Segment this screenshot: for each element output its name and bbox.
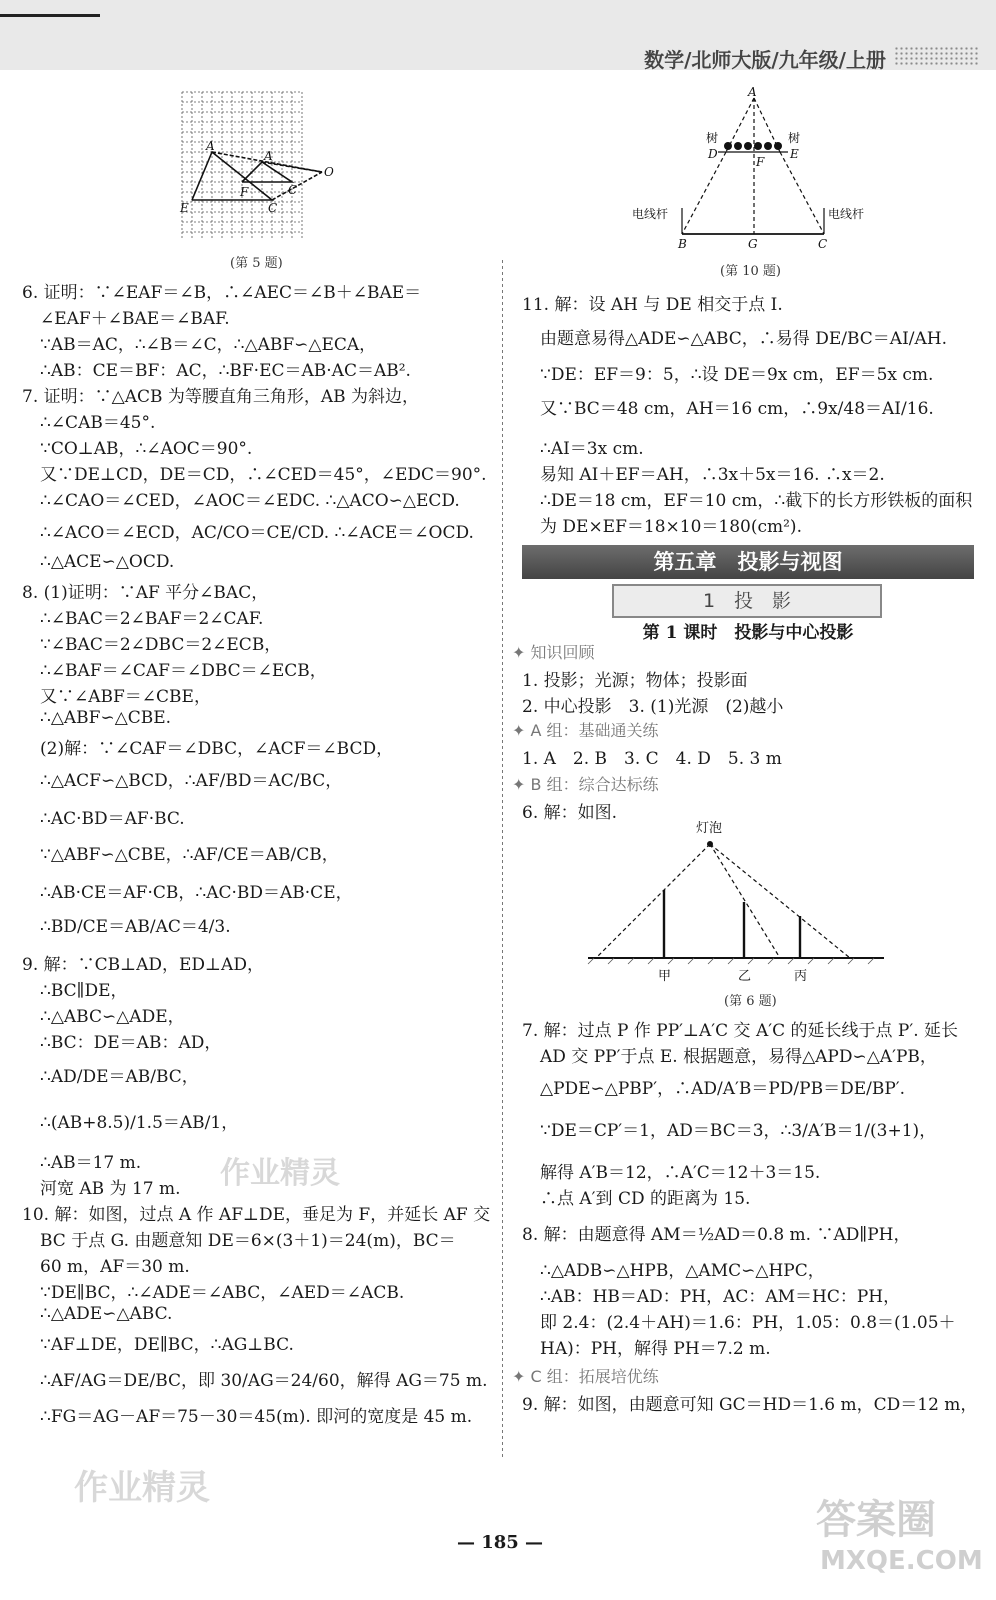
text-line: ∵CO⊥AB，∴∠AOC＝90°. [40, 439, 253, 459]
text-line: ∠EAF＋∠BAE＝∠BAF. [40, 309, 230, 329]
text-line: ∴△ADE∽△ABC. [40, 1304, 173, 1324]
text-line: ∴BD/CE＝AB/AC＝4/3. [40, 917, 231, 937]
fig10-label: G [748, 237, 758, 251]
text-line: 1. 投影；光源；物体；投影面 [522, 671, 748, 691]
figure-6-caption: (第 6 题) [724, 994, 777, 1009]
text-line: ∴AB：HB＝AD：PH，AC：AM＝HC：PH， [540, 1287, 901, 1307]
text-line: ∴△ADB∽△HPB，△AMC∽△HPC， [540, 1261, 825, 1281]
text-line: ∴点 A′到 CD 的距离为 15. [540, 1189, 751, 1209]
fig10-label: 树 [706, 131, 719, 145]
text-line: 1. A 2. B 3. C 4. D 5. 3 m [522, 749, 782, 769]
watermark: 答案圈 [816, 1497, 936, 1543]
text-line: 7. 证明：∵△ACB 为等腰直角三角形，AB 为斜边， [22, 387, 420, 407]
fig5-label: E [180, 201, 189, 215]
fig5-label: C [288, 183, 298, 197]
fig6-label: 丙 [794, 969, 808, 984]
text-line: 6. 证明：∵∠EAF＝∠B，∴∠AEC＝∠B＋∠BAE＝ [22, 283, 422, 303]
fig5-label: A [206, 139, 215, 153]
tag-group-a: ✦ A 组：基础通关练 [512, 721, 659, 740]
text-line: ∵AB＝AC，∴∠B＝∠C，∴△ABF∽△ECA， [40, 335, 377, 355]
text-line: ∴△ABC∽△ADE， [40, 1007, 185, 1027]
text-line: 8. (1)证明：∵AF 平分∠BAC， [22, 583, 269, 603]
text-line: 由题意易得△ADE∽△ABC，∴易得 DE/BC＝AI/AH. [540, 329, 948, 349]
figure-10-caption: (第 10 题) [720, 264, 781, 279]
lesson-title: 第 1 课时 投影与中心投影 [642, 623, 854, 643]
text-line: ∴∠CAB＝45°. [40, 413, 156, 433]
text-line: ∴△ACF∽△BCD，∴AF/BD＝AC/BC， [40, 771, 343, 791]
text-line: 又∵DE⊥CD，DE＝CD，∴∠CED＝45°，∠EDC＝90°. [40, 465, 487, 485]
figure-5-grid [176, 88, 338, 248]
figure-6-diagram [584, 818, 888, 986]
text-line: ∴AI＝3x cm. [540, 439, 644, 459]
text-line: 60 m，AF＝30 m. [40, 1257, 190, 1277]
text-line: 6. 解：如图. [522, 803, 618, 823]
fig10-label: F [756, 155, 765, 169]
fig5-label: O [324, 165, 334, 179]
fig6-label: 甲 [658, 969, 672, 984]
fig6-label: 灯泡 [696, 821, 723, 836]
text-line: 2. 中心投影 3. (1)光源 (2)越小 [522, 697, 784, 717]
text-line: 7. 解：过点 P 作 PP′⊥A′C 交 A′C 的延长线于点 P′. 延长 [522, 1021, 959, 1041]
text-line: ∴△ABF∽△CBE. [40, 708, 172, 728]
tag-label: A 组：基础通关练 [530, 721, 659, 740]
text-line: 为 DE×EF＝18×10＝180(cm²). [540, 517, 802, 537]
page-number: — 185 — [456, 1532, 544, 1553]
fig10-label: C [818, 237, 828, 251]
text-line: ∴∠BAC＝2∠BAF＝2∠CAF. [40, 609, 264, 629]
text-line: AD 交 PP′于点 E. 根据题意，易得△APD∽△A′PB， [540, 1047, 937, 1067]
text-line: ∵DE＝CP′＝1，AD＝BC＝3，∴3/A′B＝1/(3+1)， [540, 1121, 937, 1141]
section-title: 1 投 影 [612, 584, 882, 618]
text-line: (2)解：∵∠CAF＝∠DBC，∠ACF＝∠BCD， [40, 739, 394, 759]
watermark: 作业精灵 [220, 1156, 340, 1191]
figure-10-diagram [628, 85, 865, 258]
text-line: ∵AF⊥DE，DE∥BC，∴AG⊥BC. [40, 1335, 294, 1355]
text-line: △PDE∽△PBP′，∴AD/A′B＝PD/PB＝DE/BP′. [540, 1079, 906, 1099]
text-line: ∵DE∥BC，∴∠ADE＝∠ABC，∠AED＝∠ACB. [40, 1283, 405, 1303]
text-line: ∴(AB+8.5)/1.5＝AB/1， [40, 1113, 239, 1133]
text-line: ∴∠CAO＝∠CED，∠AOC＝∠EDC. ∴△ACO∽△ECD. [40, 491, 460, 511]
text-line: ∴AD/DE＝AB/BC， [40, 1067, 199, 1087]
text-line: ∴AB：CE＝BF：AC，∴BF·EC＝AB·AC＝AB². [40, 361, 411, 381]
figure-5-caption: (第 5 题) [230, 256, 283, 271]
text-line: ∴AC·BD＝AF·BC. [40, 809, 185, 829]
tag-group-b: ✦ B 组：综合达标练 [512, 775, 659, 794]
fig10-label: D [708, 147, 718, 161]
header-dot-pattern [894, 46, 980, 66]
text-line: ∴∠ACO＝∠ECD，AC/CO＝CE/CD. ∴∠ACE＝∠OCD. [40, 523, 474, 543]
tag-label: 知识回顾 [530, 643, 595, 662]
fig10-label: 树 [788, 131, 801, 145]
fig10-label: A [748, 85, 757, 99]
watermark: MXQE.COM [820, 1546, 983, 1576]
text-line: ∴FG＝AG－AF＝75－30＝45(m). 即河的宽度是 45 m. [40, 1407, 473, 1427]
fig5-label: F [240, 185, 249, 199]
text-line: 易知 AI＋EF＝AH，∴3x＋5x＝16. ∴x＝2. [540, 465, 885, 485]
fig10-label: 电线杆 [828, 207, 865, 221]
text-line: ∴∠BAF＝∠CAF＝∠DBC＝∠ECB， [40, 661, 327, 681]
text-line: ∴AB＝17 m. [40, 1153, 142, 1173]
text-line: ∴BC∥DE， [40, 981, 128, 1001]
tag-group-c: ✦ C 组：拓展培优练 [512, 1367, 659, 1386]
text-line: 又∵∠ABF＝∠CBE， [40, 687, 211, 707]
header-title: 数学/北师大版/九年级/上册 [644, 48, 886, 72]
text-line: 10. 解：如图，过点 A 作 AF⊥DE，垂足为 F，并延长 AF 交 [22, 1205, 491, 1225]
text-line: ∴AF/AG＝DE/BC，即 30/AG＝24/60，解得 AG＝75 m. [40, 1371, 488, 1391]
column-divider [502, 260, 503, 1460]
fig5-label: A [264, 149, 273, 163]
text-line: ∵∠BAC＝2∠DBC＝2∠ECB， [40, 635, 282, 655]
text-line: ∴DE＝18 cm，EF＝10 cm，∴截下的长方形铁板的面积 [540, 491, 973, 511]
text-line: 9. 解：∵CB⊥AD，ED⊥AD， [22, 955, 264, 975]
text-line: 11. 解：设 AH 与 DE 相交于点 I. [522, 295, 783, 315]
tag-label: C 组：拓展培优练 [530, 1367, 659, 1386]
text-line: ∴AB·CE＝AF·CB，∴AC·BD＝AB·CE， [40, 883, 353, 903]
text-line: 河宽 AB 为 17 m. [40, 1179, 181, 1199]
text-line: ∴△ACE∽△OCD. [40, 552, 175, 572]
text-line: 9. 解：如图，由题意可知 GC＝HD＝1.6 m，CD＝12 m， [522, 1395, 978, 1415]
fig6-label: 乙 [738, 969, 752, 984]
text-line: ∴BC：DE＝AB：AD， [40, 1033, 222, 1053]
text-line: HA)：PH，解得 PH＝7.2 m. [540, 1339, 771, 1359]
header-rule [0, 14, 100, 17]
fig10-label: 电线杆 [632, 207, 669, 221]
text-line: 即 2.4：(2.4＋AH)＝1.6：PH，1.05：0.8＝(1.05＋ [540, 1313, 956, 1333]
text-line: 又∵BC＝48 cm，AH＝16 cm，∴9x/48＝AI/16. [540, 399, 934, 419]
text-line: 8. 解：由题意得 AM＝½AD＝0.8 m. ∵AD∥PH， [522, 1225, 911, 1245]
chapter-banner: 第五章 投影与视图 [522, 545, 974, 579]
fig10-label: E [790, 147, 799, 161]
text-line: ∵DE：EF＝9：5，∴设 DE＝9x cm，EF＝5x cm. [540, 365, 934, 385]
text-line: BC 于点 G. 由题意知 DE＝6×(3＋1)＝24(m)，BC＝ [40, 1231, 456, 1251]
text-line: ∵△ABF∽△CBE，∴AF/CE＝AB/CB， [40, 845, 339, 865]
tag-label: B 组：综合达标练 [530, 775, 659, 794]
fig10-label: B [678, 237, 687, 251]
watermark: 作业精灵 [74, 1468, 210, 1508]
fig5-label: C [268, 201, 278, 215]
text-line: 解得 A′B＝12，∴A′C＝12＋3＝15. [540, 1163, 821, 1183]
page-header [0, 0, 996, 70]
tag-review: ✦ 知识回顾 [512, 643, 595, 662]
